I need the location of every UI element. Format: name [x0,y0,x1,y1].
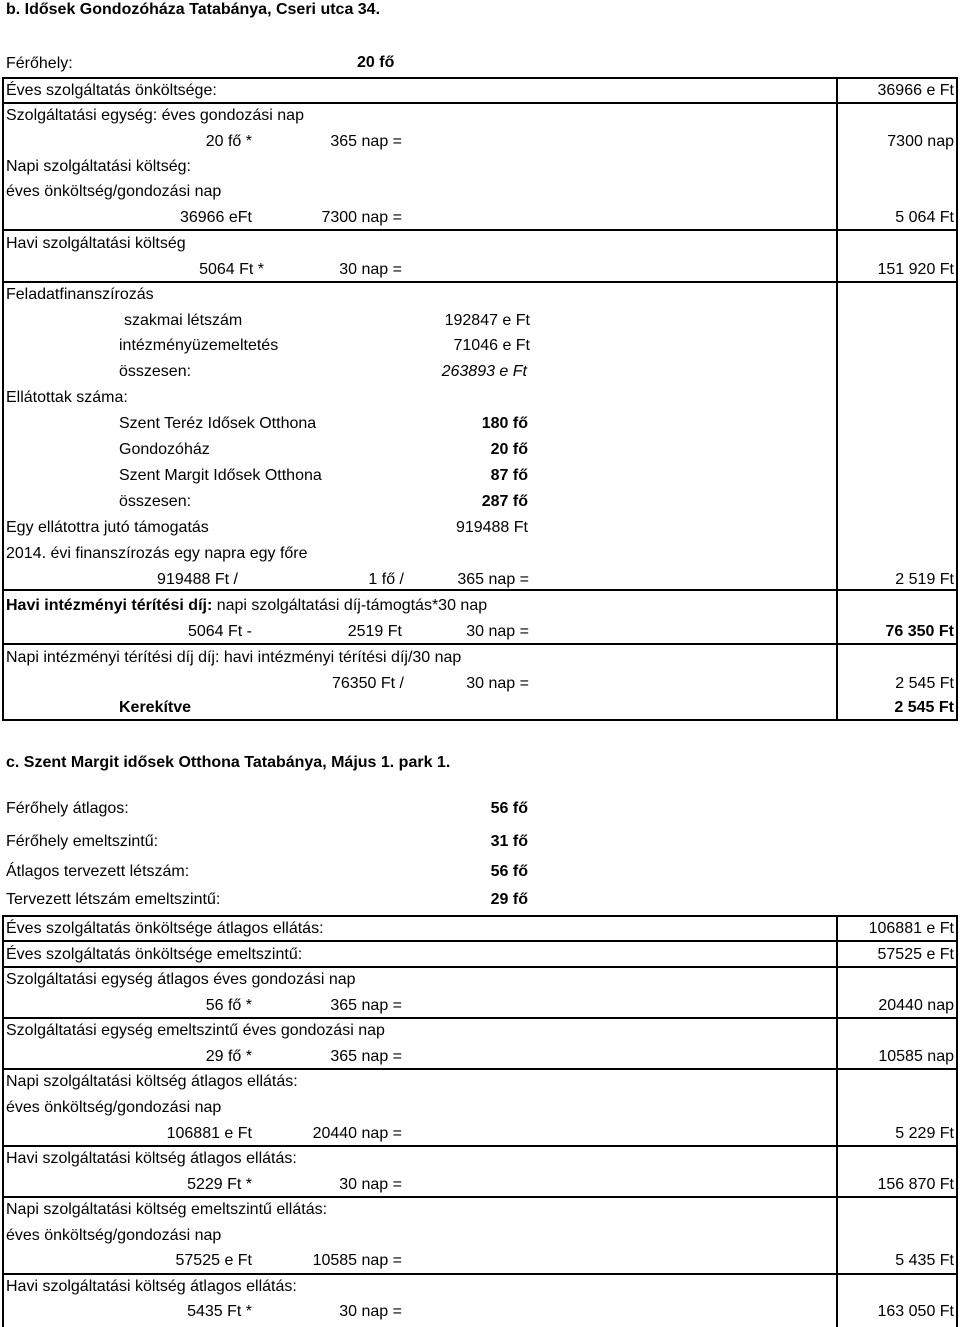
osszesen-ellatottak-value: 287 fő [481,493,528,510]
osszesen-value: 263893 e Ft [441,363,527,380]
row-separator [2,102,958,104]
table-b-left-border [2,77,4,721]
finanszirozas-2014-label: 2014. évi finanszírozás egy napra egy főre [6,545,308,562]
szolg-egyseg-atlagos-b: 365 nap = [330,997,402,1014]
table-c-top-border [2,915,958,917]
szolg-egyseg-atlagos-result: 20440 nap [878,997,954,1014]
havi-atlagos2-result: 163 050 Ft [877,1303,954,1320]
szolg-egyseg-result: 7300 nap [887,133,954,150]
napi-atlagos-b: 20440 nap = [312,1125,402,1142]
napi-teritesi-dij-a: 76350 Ft / [331,675,404,692]
havi-teritesi-dij-c: 30 nap = [466,623,529,640]
havi-atlagos-label: Havi szolgáltatási költség átlagos ellátás: [6,1150,297,1167]
table-b-top-border [2,77,958,79]
row-separator [2,229,958,231]
eves-onkoltseg-label: Éves szolgáltatás önköltsége: [6,82,217,99]
ferohely-emeltszintu-label: Férőhely emeltszintű: [6,833,159,850]
ferohely-atlagos-label: Férőhely átlagos: [6,800,129,817]
szolg-egyseg-emelt-result: 10585 nap [878,1048,954,1065]
napi-emelt-label: Napi szolgáltatási költség emeltszintű ellátás: [6,1201,328,1218]
havi-teritesi-dij-title: Havi intézményi térítési díj: [6,597,213,614]
kerekitve-value: 2 545 Ft [894,699,954,716]
szent-margit-value: 87 fő [490,467,528,484]
row-separator [2,1017,958,1019]
napi-emelt-b: 10585 nap = [312,1252,402,1269]
table-b-column-divider [836,77,838,721]
intezmenyuzemeltetes-value: 71046 e Ft [453,337,530,354]
ferohely-emeltszintu-value: 31 fő [490,833,528,850]
egy-ellatott-label: Egy ellátottra jutó támogatás [6,519,209,536]
napi-atlagos-sub: éves önköltség/gondozási nap [6,1099,222,1116]
szolg-egyseg-emelt-b: 365 nap = [330,1048,402,1065]
havi-atlagos2-a: 5435 Ft * [187,1303,252,1320]
napi-teritesi-dij-label: Napi intézményi térítési díj díj: havi intézményi térítési díj/30 nap [6,649,462,666]
kerekitve-label: Kerekítve [119,699,192,716]
napi-koltseg-sub: éves önköltség/gondozási nap [6,183,222,200]
ferohely-value: 20 fő [357,54,395,71]
intezmenyuzemeltetes-label: intézményüzemeltetés [119,337,279,354]
eves-onkoltseg-value: 36966 e Ft [877,82,954,99]
row-separator [2,1068,958,1070]
havi-teritesi-dij-result: 76 350 Ft [885,623,954,640]
szakmai-letszam-value: 192847 e Ft [444,312,530,329]
napi-emelt-sub: éves önköltség/gondozási nap [6,1227,222,1244]
table-c-left-border [2,915,4,1327]
ferohely-atlagos-value: 56 fő [490,800,528,817]
osszesen-ellatottak-label: összesen: [119,493,192,510]
ferohely-label: Férőhely: [6,55,73,72]
eves-emelt-value: 57525 e Ft [877,946,954,963]
havi-atlagos-result: 156 870 Ft [877,1176,954,1193]
havi-koltseg-label: Havi szolgáltatási költség [6,235,186,252]
havi-koltseg-a: 5064 Ft * [199,261,264,278]
havi-teritesi-dij-b: 2519 Ft [347,623,402,640]
finanszirozas-a: 919488 Ft / [157,571,238,588]
eves-atlagos-label: Éves szolgáltatás önköltsége átlagos ellátás: [6,920,324,937]
row-separator [2,589,958,591]
napi-teritesi-dij-b: 30 nap = [466,675,529,692]
napi-atlagos-a: 106881 e Ft [166,1125,252,1142]
havi-koltseg-b: 30 nap = [339,261,402,278]
row-separator [2,1145,958,1147]
tervezett-letszam-emelt-label: Tervezett létszám emeltszintű: [6,891,221,908]
havi-atlagos2-b: 30 nap = [339,1303,402,1320]
szolg-egyseg-b: 365 nap = [330,133,402,150]
havi-teritesi-dij-a: 5064 Ft - [187,623,252,640]
row-separator [2,1273,958,1275]
szolg-egyseg-emelt-label: Szolgáltatási egység emeltszintű éves gondozási nap [6,1022,385,1039]
finanszirozas-b: 1 fő / [368,571,404,588]
napi-teritesi-dij-result: 2 545 Ft [895,675,954,692]
row-separator [2,281,958,283]
havi-atlagos-b: 30 nap = [339,1176,402,1193]
table-c-right-border [956,915,958,1327]
table-c-column-divider [836,915,838,1327]
szakmai-letszam-label: szakmai létszám [124,312,243,329]
ellatottak-szama-label: Ellátottak száma: [6,389,128,406]
napi-atlagos-result: 5 229 Ft [895,1125,954,1142]
finanszirozas-result: 2 519 Ft [895,571,954,588]
gondozohaz-value: 20 fő [490,441,528,458]
napi-emelt-result: 5 435 Ft [895,1252,954,1269]
napi-koltseg-a: 36966 eFt [179,209,252,226]
napi-koltseg-result: 5 064 Ft [895,209,954,226]
havi-atlagos2-label: Havi szolgáltatási költség átlagos ellátás: [6,1278,297,1295]
szolg-egyseg-atlagos-label: Szolgáltatási egység átlagos éves gondozási nap [6,971,356,988]
row-separator [2,940,958,942]
havi-teritesi-dij-formula: napi szolgáltatási díj-támogtás*30 nap [212,597,488,614]
szolg-egyseg-atlagos-a: 56 fő * [205,997,252,1014]
havi-teritesi-dij-label [6,597,487,615]
osszesen-label: összesen: [119,363,192,380]
eves-atlagos-value: 106881 e Ft [868,920,954,937]
eves-emelt-label: Éves szolgáltatás önköltsége emeltszintű: [6,946,303,963]
szolg-egyseg-label: Szolgáltatási egység: éves gondozási nap [6,107,304,124]
egy-ellatott-value: 919488 Ft [455,519,528,536]
section-c-title: c. Szent Margit idősek Otthona Tatabánya, Május 1. park 1. [6,754,451,771]
havi-atlagos-a: 5229 Ft * [187,1176,252,1193]
finanszirozas-c: 365 nap = [457,571,529,588]
table-b-right-border [956,77,958,721]
section-b-title: b. Idősek Gondozóháza Tatabánya, Cseri utca 34. [6,1,381,18]
havi-koltseg-result: 151 920 Ft [877,261,954,278]
row-separator [2,643,958,645]
napi-koltseg-b: 7300 nap = [321,209,402,226]
napi-atlagos-label: Napi szolgáltatási költség átlagos ellátás: [6,1073,298,1090]
row-separator [2,1196,958,1198]
szent-margit-label: Szent Margit Idősek Otthona [119,467,322,484]
atlagos-tervezett-letszam-value: 56 fő [490,863,528,880]
szent-terez-value: 180 fő [481,415,528,432]
szolg-egyseg-a: 20 fő * [205,133,252,150]
tervezett-letszam-emelt-value: 29 fő [490,891,528,908]
row-separator [2,966,958,968]
szent-terez-label: Szent Teréz Idősek Otthona [119,415,317,432]
szolg-egyseg-emelt-a: 29 fő * [205,1048,252,1065]
gondozohaz-label: Gondozóház [119,441,210,458]
table-b-bottom-border [2,719,958,721]
feladatfinanszirozas-label: Feladatfinanszírozás [6,286,154,303]
atlagos-tervezett-letszam-label: Átlagos tervezett létszám: [6,863,190,880]
napi-emelt-a: 57525 e Ft [175,1252,252,1269]
napi-koltseg-label: Napi szolgáltatási költség: [6,158,191,175]
